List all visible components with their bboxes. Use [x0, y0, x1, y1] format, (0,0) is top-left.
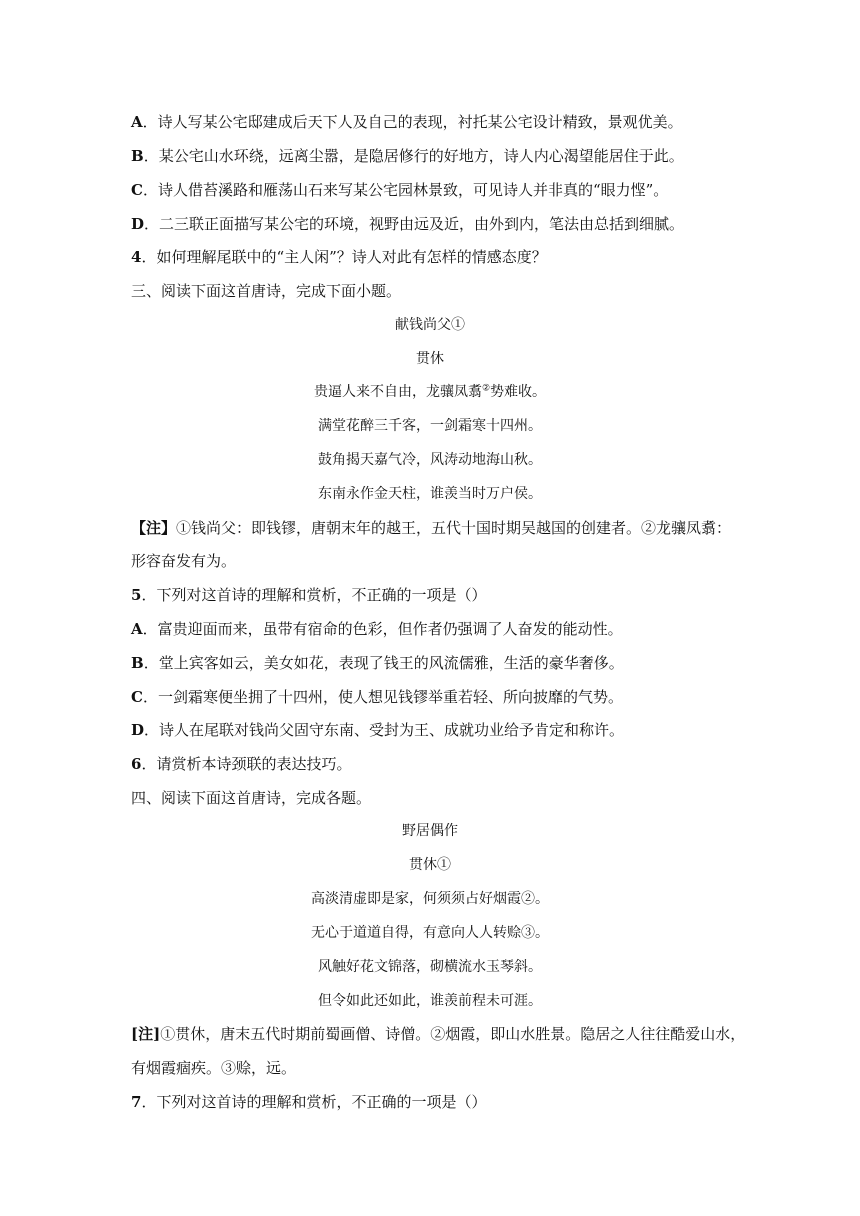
question-6 [131, 753, 750, 775]
question-text: ．下列对这首诗的理解和赏析，不正确的一项是（） [141, 586, 487, 604]
poem-1-line-4: 东南永作金天柱，谁羡当时万户侯。 [318, 486, 542, 502]
option-letter: B [131, 654, 144, 672]
poem-1-line-2: 满堂花醉三千客，一剑霜寒十四州。 [318, 418, 542, 434]
question-number: 7 [131, 1093, 142, 1111]
section-4-heading: 四、阅读下面这首唐诗，完成各题。 [131, 789, 372, 807]
poem-1-note [131, 517, 750, 539]
option-letter: D [131, 215, 145, 233]
poem-2-note-continued: 有烟霞痼疾。③赊，远。 [131, 1059, 297, 1077]
poem-2-line-4: 但令如此还如此，谁羡前程未可涯。 [318, 993, 542, 1009]
q3-option-a [131, 111, 750, 133]
question-5 [131, 584, 750, 606]
question-number: 5 [131, 586, 142, 604]
option-letter: A [131, 113, 143, 131]
note-text: ①贯休，唐末五代时期前蜀画僧、诗僧。②烟霞，即山水胜景。隐居之人往往酷爱山水， [160, 1025, 746, 1043]
question-text: ．请赏析本诗颈联的表达技巧。 [141, 755, 352, 773]
option-text: ．二三联正面描写某公宅的环境，视野由远及近，由外到内，笔法由总括到细腻。 [144, 215, 685, 233]
poem-2-title: 野居偶作 [402, 823, 458, 839]
poem-2-line-2: 无心于道道自得，有意向人人转赊③。 [311, 925, 549, 941]
poem-2-line-1: 高淡清虚即是家，何须须占好烟霞②。 [311, 891, 549, 907]
q3-option-c [131, 179, 750, 201]
poem-1-line-1: 贵逼人来不自由，龙骧凤翥②势难收。 [313, 383, 547, 400]
poem-1-line-3: 鼓角揭天嘉气冷，风涛动地海山秋。 [318, 452, 542, 468]
question-number: 4 [131, 248, 142, 266]
option-letter: B [131, 147, 144, 165]
option-letter: D [131, 721, 145, 739]
poem-1-title: 献钱尚父① [395, 317, 465, 333]
option-text: ．堂上宾客如云，美女如花，表现了钱王的风流儒雅，生活的豪华奢侈。 [143, 654, 624, 672]
question-number: 6 [131, 755, 142, 773]
question-7 [131, 1091, 750, 1113]
question-4 [131, 246, 750, 268]
option-letter: C [131, 688, 143, 706]
option-text: ．诗人写某公宅邸建成后天下人及自己的表现，衬托某公宅设计精致，景观优美。 [142, 113, 683, 131]
option-text: ．诗人在尾联对钱尚父固守东南、受封为王、成就功业给予肯定和称许。 [144, 721, 625, 739]
footnote-marker: ② [481, 383, 491, 394]
poem-2-note [131, 1023, 750, 1045]
option-text: ．富贵迎面而来，虽带有宿命的色彩，但作者仍强调了人奋发的能动性。 [142, 620, 623, 638]
question-text: ．如何理解尾联中的“主人闲”？诗人对此有怎样的情感态度？ [141, 248, 547, 266]
poem-2-line-3: 风触好花文锦落，砌横流水玉琴斜。 [318, 959, 542, 975]
q5-option-d [131, 719, 750, 741]
option-text: ．诗人借苔溪路和雁荡山石来写某公宅园林景致，可见诗人并非真的“眼力悭”。 [142, 181, 669, 199]
q5-option-b [131, 652, 750, 674]
note-label: 【注】 [131, 519, 177, 537]
poem-2-author: 贯休① [409, 857, 451, 873]
option-letter: A [131, 620, 143, 638]
q3-option-b [131, 145, 750, 167]
question-text: ．下列对这首诗的理解和赏析，不正确的一项是（） [141, 1093, 487, 1111]
option-letter: C [131, 181, 143, 199]
q5-option-a [131, 618, 750, 640]
q5-option-c [131, 686, 750, 708]
option-text: ．某公宅山水环绕，远离尘嚣，是隐居修行的好地方，诗人内心渴望能居住于此。 [143, 147, 684, 165]
note-text: ①钱尚父：即钱镠，唐朝末年的越王，五代十国时期吴越国的创建者。②龙骧凤翥： [176, 519, 732, 537]
note-label: [注] [131, 1025, 161, 1043]
q3-option-d [131, 213, 750, 235]
poem-1-note-continued: 形容奋发有为。 [131, 552, 237, 570]
option-text: ．一剑霜寒便坐拥了十四州，使人想见钱镠举重若轻、所向披靡的气势。 [142, 688, 623, 706]
section-3-heading: 三、阅读下面这首唐诗，完成下面小题。 [131, 282, 402, 300]
poem-1-author: 贯休 [416, 351, 444, 367]
